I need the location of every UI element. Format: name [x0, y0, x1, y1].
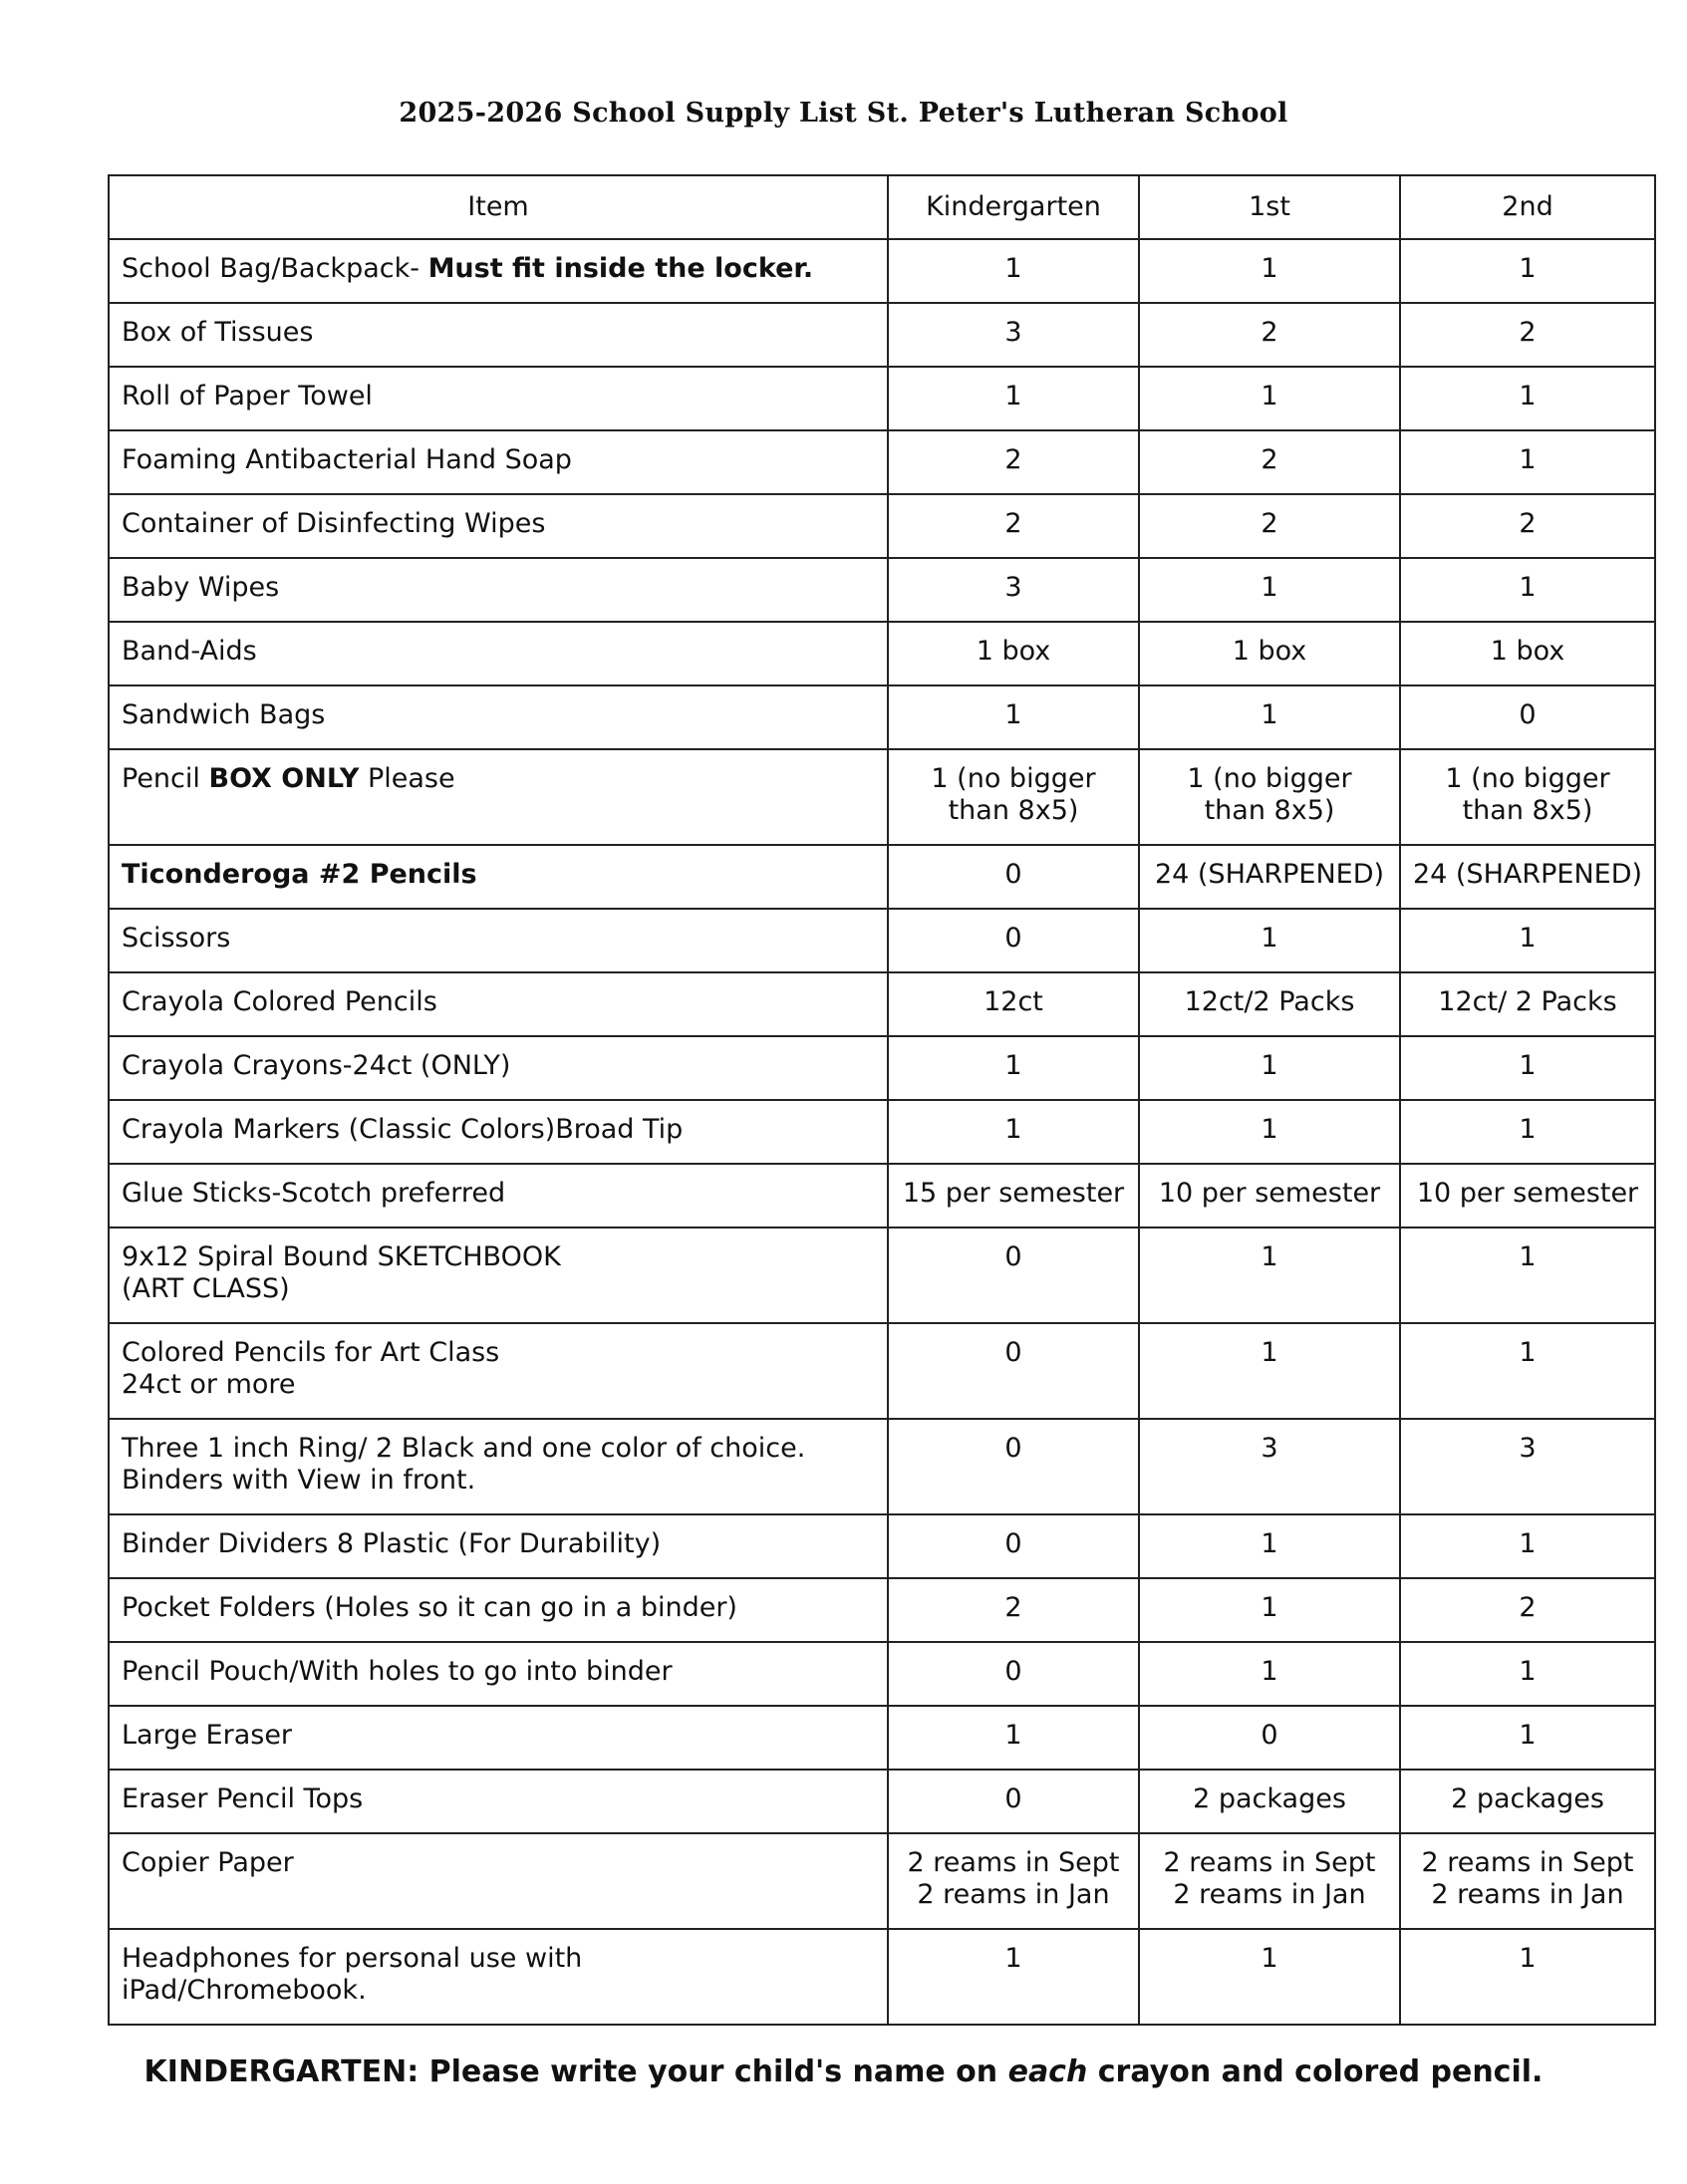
page-title: 2025-2026 School Supply List St. Peter's Lutheran School — [399, 98, 1288, 129]
item-text: Crayola Colored Pencils — [122, 986, 437, 1017]
first-grade-qty — [1139, 1833, 1400, 1929]
kindergarten-qty-text: 0 — [1004, 1433, 1022, 1464]
item-cell — [109, 972, 888, 1036]
kindergarten-qty-text: 0 — [1004, 1783, 1022, 1814]
second-grade-qty — [1400, 1164, 1655, 1228]
kindergarten-qty — [888, 749, 1139, 845]
first-grade-qty-text: 12ct/2 Packs — [1184, 986, 1355, 1017]
kindergarten-qty-text: 1 — [1004, 1114, 1022, 1145]
second-grade-qty-text: 1 — [1519, 253, 1537, 284]
first-grade-qty-text: 1 box — [1232, 636, 1307, 667]
first-grade-qty-text: 1 — [1261, 923, 1278, 954]
kindergarten-qty — [888, 1323, 1139, 1419]
table-body — [109, 239, 1655, 2025]
first-grade-qty-text: 2 reams in Sept 2 reams in Jan — [1163, 1847, 1376, 1910]
item-text: Baby Wipes — [122, 572, 280, 603]
second-grade-qty-text: 1 (no bigger than 8x5) — [1445, 763, 1610, 826]
item-cell — [109, 1419, 888, 1514]
kindergarten-qty-text: 1 box — [976, 636, 1051, 667]
first-grade-qty-text: 2 — [1261, 317, 1278, 348]
kindergarten-qty-text: 3 — [1004, 317, 1022, 348]
item-cell — [109, 909, 888, 972]
kindergarten-qty-text: 2 — [1004, 508, 1022, 539]
header-kindergarten: Kindergarten — [888, 175, 1139, 239]
kindergarten-note — [0, 2054, 1687, 2089]
header-1st: 1st — [1139, 175, 1400, 239]
second-grade-qty — [1400, 1706, 1655, 1770]
item-cell — [109, 1642, 888, 1706]
kindergarten-qty-text: 1 — [1004, 699, 1022, 730]
item-text: Foaming Antibacterial Hand Soap — [122, 444, 572, 475]
kindergarten-qty — [888, 1228, 1139, 1323]
first-grade-qty — [1139, 1228, 1400, 1323]
second-grade-qty-text: 2 — [1519, 1592, 1537, 1623]
first-grade-qty-text: 1 — [1261, 1592, 1278, 1623]
kindergarten-qty — [888, 1770, 1139, 1833]
kindergarten-qty-text: 12ct — [984, 986, 1043, 1017]
second-grade-qty — [1400, 909, 1655, 972]
table-row — [109, 685, 1655, 749]
table-row — [109, 1706, 1655, 1770]
item-cell — [109, 494, 888, 558]
second-grade-qty-text: 1 — [1519, 381, 1537, 411]
kindergarten-qty — [888, 367, 1139, 430]
item-text: Container of Disinfecting Wipes — [122, 508, 546, 539]
kindergarten-qty — [888, 1514, 1139, 1578]
first-grade-qty-text: 2 — [1261, 444, 1278, 475]
first-grade-qty-text: 3 — [1261, 1433, 1278, 1464]
second-grade-qty — [1400, 1833, 1655, 1929]
kindergarten-qty-text: 0 — [1004, 1528, 1022, 1559]
second-grade-qty — [1400, 749, 1655, 845]
item-cell — [109, 685, 888, 749]
item-cell — [109, 558, 888, 622]
second-grade-qty-text: 3 — [1519, 1433, 1537, 1464]
second-grade-qty-text: 1 — [1519, 1241, 1537, 1272]
kindergarten-qty — [888, 845, 1139, 909]
first-grade-qty — [1139, 1578, 1400, 1642]
item-text: Crayola Markers (Classic Colors)Broad Tip — [122, 1114, 684, 1145]
second-grade-qty — [1400, 558, 1655, 622]
item-text: Sandwich Bags — [122, 699, 326, 730]
item-cell — [109, 1228, 888, 1323]
item-cell — [109, 1833, 888, 1929]
first-grade-qty-text: 1 — [1261, 253, 1278, 284]
table-row — [109, 909, 1655, 972]
item-text: Large Eraser — [122, 1720, 293, 1751]
first-grade-qty — [1139, 749, 1400, 845]
table-row — [109, 1164, 1655, 1228]
table-row — [109, 430, 1655, 494]
first-grade-qty — [1139, 845, 1400, 909]
second-grade-qty-text: 1 box — [1490, 636, 1565, 667]
item-text: Eraser Pencil Tops — [122, 1783, 364, 1814]
first-grade-qty-text: 1 — [1261, 1528, 1278, 1559]
second-grade-qty-text: 2 packages — [1451, 1783, 1604, 1814]
item-text: Pencil Pouch/With holes to go into binder — [122, 1656, 673, 1687]
item-text: Binder Dividers 8 Plastic (For Durability) — [122, 1528, 662, 1559]
first-grade-qty — [1139, 972, 1400, 1036]
first-grade-qty-text: 1 — [1261, 572, 1278, 603]
item-cell — [109, 430, 888, 494]
item-cell — [109, 239, 888, 303]
first-grade-qty-text: 1 — [1261, 1050, 1278, 1081]
second-grade-qty — [1400, 1770, 1655, 1833]
second-grade-qty — [1400, 1514, 1655, 1578]
second-grade-qty — [1400, 367, 1655, 430]
table-row — [109, 972, 1655, 1036]
item-text: Pencil — [122, 763, 209, 794]
table-row — [109, 558, 1655, 622]
second-grade-qty — [1400, 1036, 1655, 1100]
first-grade-qty — [1139, 909, 1400, 972]
second-grade-qty — [1400, 1323, 1655, 1419]
item-text: Glue Sticks-Scotch preferred — [122, 1178, 506, 1209]
first-grade-qty-text: 1 — [1261, 1943, 1278, 1974]
item-text: Colored Pencils for Art Class 24ct or more — [122, 1337, 500, 1400]
first-grade-qty-text: 1 — [1261, 1241, 1278, 1272]
item-cell — [109, 303, 888, 367]
item-text: Pocket Folders (Holes so it can go in a binder) — [122, 1592, 737, 1623]
second-grade-qty-text: 1 — [1519, 923, 1537, 954]
table-row — [109, 1833, 1655, 1929]
table-row — [109, 1323, 1655, 1419]
second-grade-qty — [1400, 1228, 1655, 1323]
first-grade-qty — [1139, 1642, 1400, 1706]
item-text: School Bag/Backpack- — [122, 253, 428, 284]
second-grade-qty — [1400, 430, 1655, 494]
kindergarten-qty-text: 1 — [1004, 381, 1022, 411]
item-cell — [109, 1578, 888, 1642]
item-text: 9x12 Spiral Bound SKETCHBOOK (ART CLASS) — [122, 1241, 561, 1304]
kindergarten-qty — [888, 685, 1139, 749]
item-text: Crayola Crayons-24ct (ONLY) — [122, 1050, 511, 1081]
table-row — [109, 1100, 1655, 1164]
second-grade-qty-text: 10 per semester — [1416, 1178, 1639, 1209]
kindergarten-qty-text: 2 — [1004, 1592, 1022, 1623]
kindergarten-qty — [888, 494, 1139, 558]
item-cell — [109, 1514, 888, 1578]
kindergarten-qty — [888, 1706, 1139, 1770]
table-row — [109, 1642, 1655, 1706]
table-row — [109, 749, 1655, 845]
table-row — [109, 303, 1655, 367]
kindergarten-qty — [888, 1419, 1139, 1514]
first-grade-qty-text: 10 per semester — [1158, 1178, 1381, 1209]
second-grade-qty-text: 24 (SHARPENED) — [1412, 859, 1643, 890]
table-row — [109, 1929, 1655, 2025]
kindergarten-qty-text: 0 — [1004, 923, 1022, 954]
first-grade-qty — [1139, 1770, 1400, 1833]
second-grade-qty-text: 12ct/ 2 Packs — [1438, 986, 1617, 1017]
supply-table — [108, 174, 1656, 2026]
item-text-bold: Ticonderoga #2 Pencils — [122, 859, 477, 890]
second-grade-qty-text: 1 — [1519, 1114, 1537, 1145]
kindergarten-qty-text: 3 — [1004, 572, 1022, 603]
header-2nd: 2nd — [1400, 175, 1655, 239]
second-grade-qty — [1400, 1419, 1655, 1514]
second-grade-qty — [1400, 1929, 1655, 2025]
item-text: Three 1 inch Ring/ 2 Black and one color of choice. Binders with View in front. — [122, 1433, 806, 1496]
kindergarten-qty — [888, 622, 1139, 685]
table-row — [109, 494, 1655, 558]
second-grade-qty-text: 2 reams in Sept 2 reams in Jan — [1421, 1847, 1634, 1910]
kindergarten-qty-text: 1 — [1004, 1943, 1022, 1974]
kindergarten-qty — [888, 972, 1139, 1036]
second-grade-qty-text: 2 — [1519, 317, 1537, 348]
kindergarten-qty-text: 0 — [1004, 859, 1022, 890]
first-grade-qty — [1139, 430, 1400, 494]
first-grade-qty — [1139, 1706, 1400, 1770]
first-grade-qty-text: 1 (no bigger than 8x5) — [1187, 763, 1352, 826]
first-grade-qty — [1139, 1514, 1400, 1578]
first-grade-qty — [1139, 685, 1400, 749]
table-row — [109, 845, 1655, 909]
first-grade-qty — [1139, 239, 1400, 303]
kindergarten-qty-text: 2 — [1004, 444, 1022, 475]
first-grade-qty — [1139, 303, 1400, 367]
second-grade-qty-text: 0 — [1519, 699, 1537, 730]
first-grade-qty — [1139, 622, 1400, 685]
second-grade-qty — [1400, 1642, 1655, 1706]
first-grade-qty — [1139, 1100, 1400, 1164]
kindergarten-qty — [888, 303, 1139, 367]
table-row — [109, 1419, 1655, 1514]
second-grade-qty-text: 1 — [1519, 1943, 1537, 1974]
table-row — [109, 239, 1655, 303]
note-before: KINDERGARTEN: Please write your child's name on — [143, 2054, 1008, 2089]
kindergarten-qty-text: 0 — [1004, 1656, 1022, 1687]
second-grade-qty-text: 1 — [1519, 572, 1537, 603]
table-row — [109, 1228, 1655, 1323]
kindergarten-qty — [888, 1100, 1139, 1164]
table-row — [109, 1578, 1655, 1642]
second-grade-qty-text: 1 — [1519, 1720, 1537, 1751]
item-text-after: Please — [359, 763, 455, 794]
second-grade-qty-text: 1 — [1519, 444, 1537, 475]
second-grade-qty-text: 2 — [1519, 508, 1537, 539]
kindergarten-qty — [888, 1929, 1139, 2025]
kindergarten-qty — [888, 909, 1139, 972]
first-grade-qty — [1139, 1929, 1400, 2025]
item-text: Copier Paper — [122, 1847, 294, 1878]
item-cell — [109, 622, 888, 685]
item-cell — [109, 749, 888, 845]
item-cell — [109, 1323, 888, 1419]
table-row — [109, 1514, 1655, 1578]
kindergarten-qty-text: 1 (no bigger than 8x5) — [931, 763, 1096, 826]
first-grade-qty-text: 1 — [1261, 381, 1278, 411]
kindergarten-qty — [888, 558, 1139, 622]
item-text: Band-Aids — [122, 636, 257, 667]
first-grade-qty-text: 24 (SHARPENED) — [1154, 859, 1385, 890]
item-text: Headphones for personal use with iPad/Chromebook. — [122, 1943, 583, 2006]
second-grade-qty — [1400, 685, 1655, 749]
kindergarten-qty — [888, 1578, 1139, 1642]
second-grade-qty — [1400, 494, 1655, 558]
first-grade-qty — [1139, 1419, 1400, 1514]
kindergarten-qty — [888, 239, 1139, 303]
table-row — [109, 1036, 1655, 1100]
second-grade-qty — [1400, 1100, 1655, 1164]
item-cell — [109, 1164, 888, 1228]
kindergarten-qty-text: 1 — [1004, 1720, 1022, 1751]
item-cell — [109, 1036, 888, 1100]
first-grade-qty-text: 2 — [1261, 508, 1278, 539]
kindergarten-qty-text: 1 — [1004, 253, 1022, 284]
kindergarten-qty-text: 2 reams in Sept 2 reams in Jan — [907, 1847, 1120, 1910]
second-grade-qty-text: 1 — [1519, 1050, 1537, 1081]
item-cell — [109, 1929, 888, 2025]
item-cell — [109, 1770, 888, 1833]
item-cell — [109, 1100, 888, 1164]
second-grade-qty — [1400, 303, 1655, 367]
kindergarten-qty-text: 15 per semester — [902, 1178, 1125, 1209]
kindergarten-qty-text: 1 — [1004, 1050, 1022, 1081]
note-emphasis: each — [1007, 2054, 1088, 2089]
second-grade-qty-text: 1 — [1519, 1528, 1537, 1559]
first-grade-qty-text: 1 — [1261, 1114, 1278, 1145]
item-text: Scissors — [122, 923, 231, 954]
table-row — [109, 367, 1655, 430]
kindergarten-qty — [888, 430, 1139, 494]
kindergarten-qty — [888, 1642, 1139, 1706]
first-grade-qty-text: 1 — [1261, 1337, 1278, 1368]
kindergarten-qty — [888, 1833, 1139, 1929]
item-text: Box of Tissues — [122, 317, 314, 348]
first-grade-qty — [1139, 1036, 1400, 1100]
item-cell — [109, 1706, 888, 1770]
item-text: Roll of Paper Towel — [122, 381, 373, 411]
note-after: crayon and colored pencil. — [1087, 2054, 1544, 2089]
table-row — [109, 1770, 1655, 1833]
header-item: Item — [109, 175, 888, 239]
first-grade-qty-text: 1 — [1261, 1656, 1278, 1687]
table-row — [109, 622, 1655, 685]
item-text-bold: Must fit inside the locker. — [427, 253, 814, 284]
first-grade-qty-text: 0 — [1261, 1720, 1278, 1751]
second-grade-qty — [1400, 622, 1655, 685]
first-grade-qty-text: 2 packages — [1193, 1783, 1346, 1814]
second-grade-qty — [1400, 1578, 1655, 1642]
first-grade-qty — [1139, 558, 1400, 622]
first-grade-qty — [1139, 1164, 1400, 1228]
kindergarten-qty-text: 0 — [1004, 1337, 1022, 1368]
first-grade-qty-text: 1 — [1261, 699, 1278, 730]
item-text-bold: BOX ONLY — [208, 763, 360, 794]
second-grade-qty — [1400, 972, 1655, 1036]
first-grade-qty — [1139, 1323, 1400, 1419]
first-grade-qty — [1139, 494, 1400, 558]
item-cell — [109, 367, 888, 430]
item-cell — [109, 845, 888, 909]
second-grade-qty-text: 1 — [1519, 1656, 1537, 1687]
kindergarten-qty — [888, 1164, 1139, 1228]
second-grade-qty — [1400, 239, 1655, 303]
table-header-row — [109, 175, 1655, 239]
second-grade-qty — [1400, 845, 1655, 909]
second-grade-qty-text: 1 — [1519, 1337, 1537, 1368]
first-grade-qty — [1139, 367, 1400, 430]
kindergarten-qty — [888, 1036, 1139, 1100]
kindergarten-qty-text: 0 — [1004, 1241, 1022, 1272]
